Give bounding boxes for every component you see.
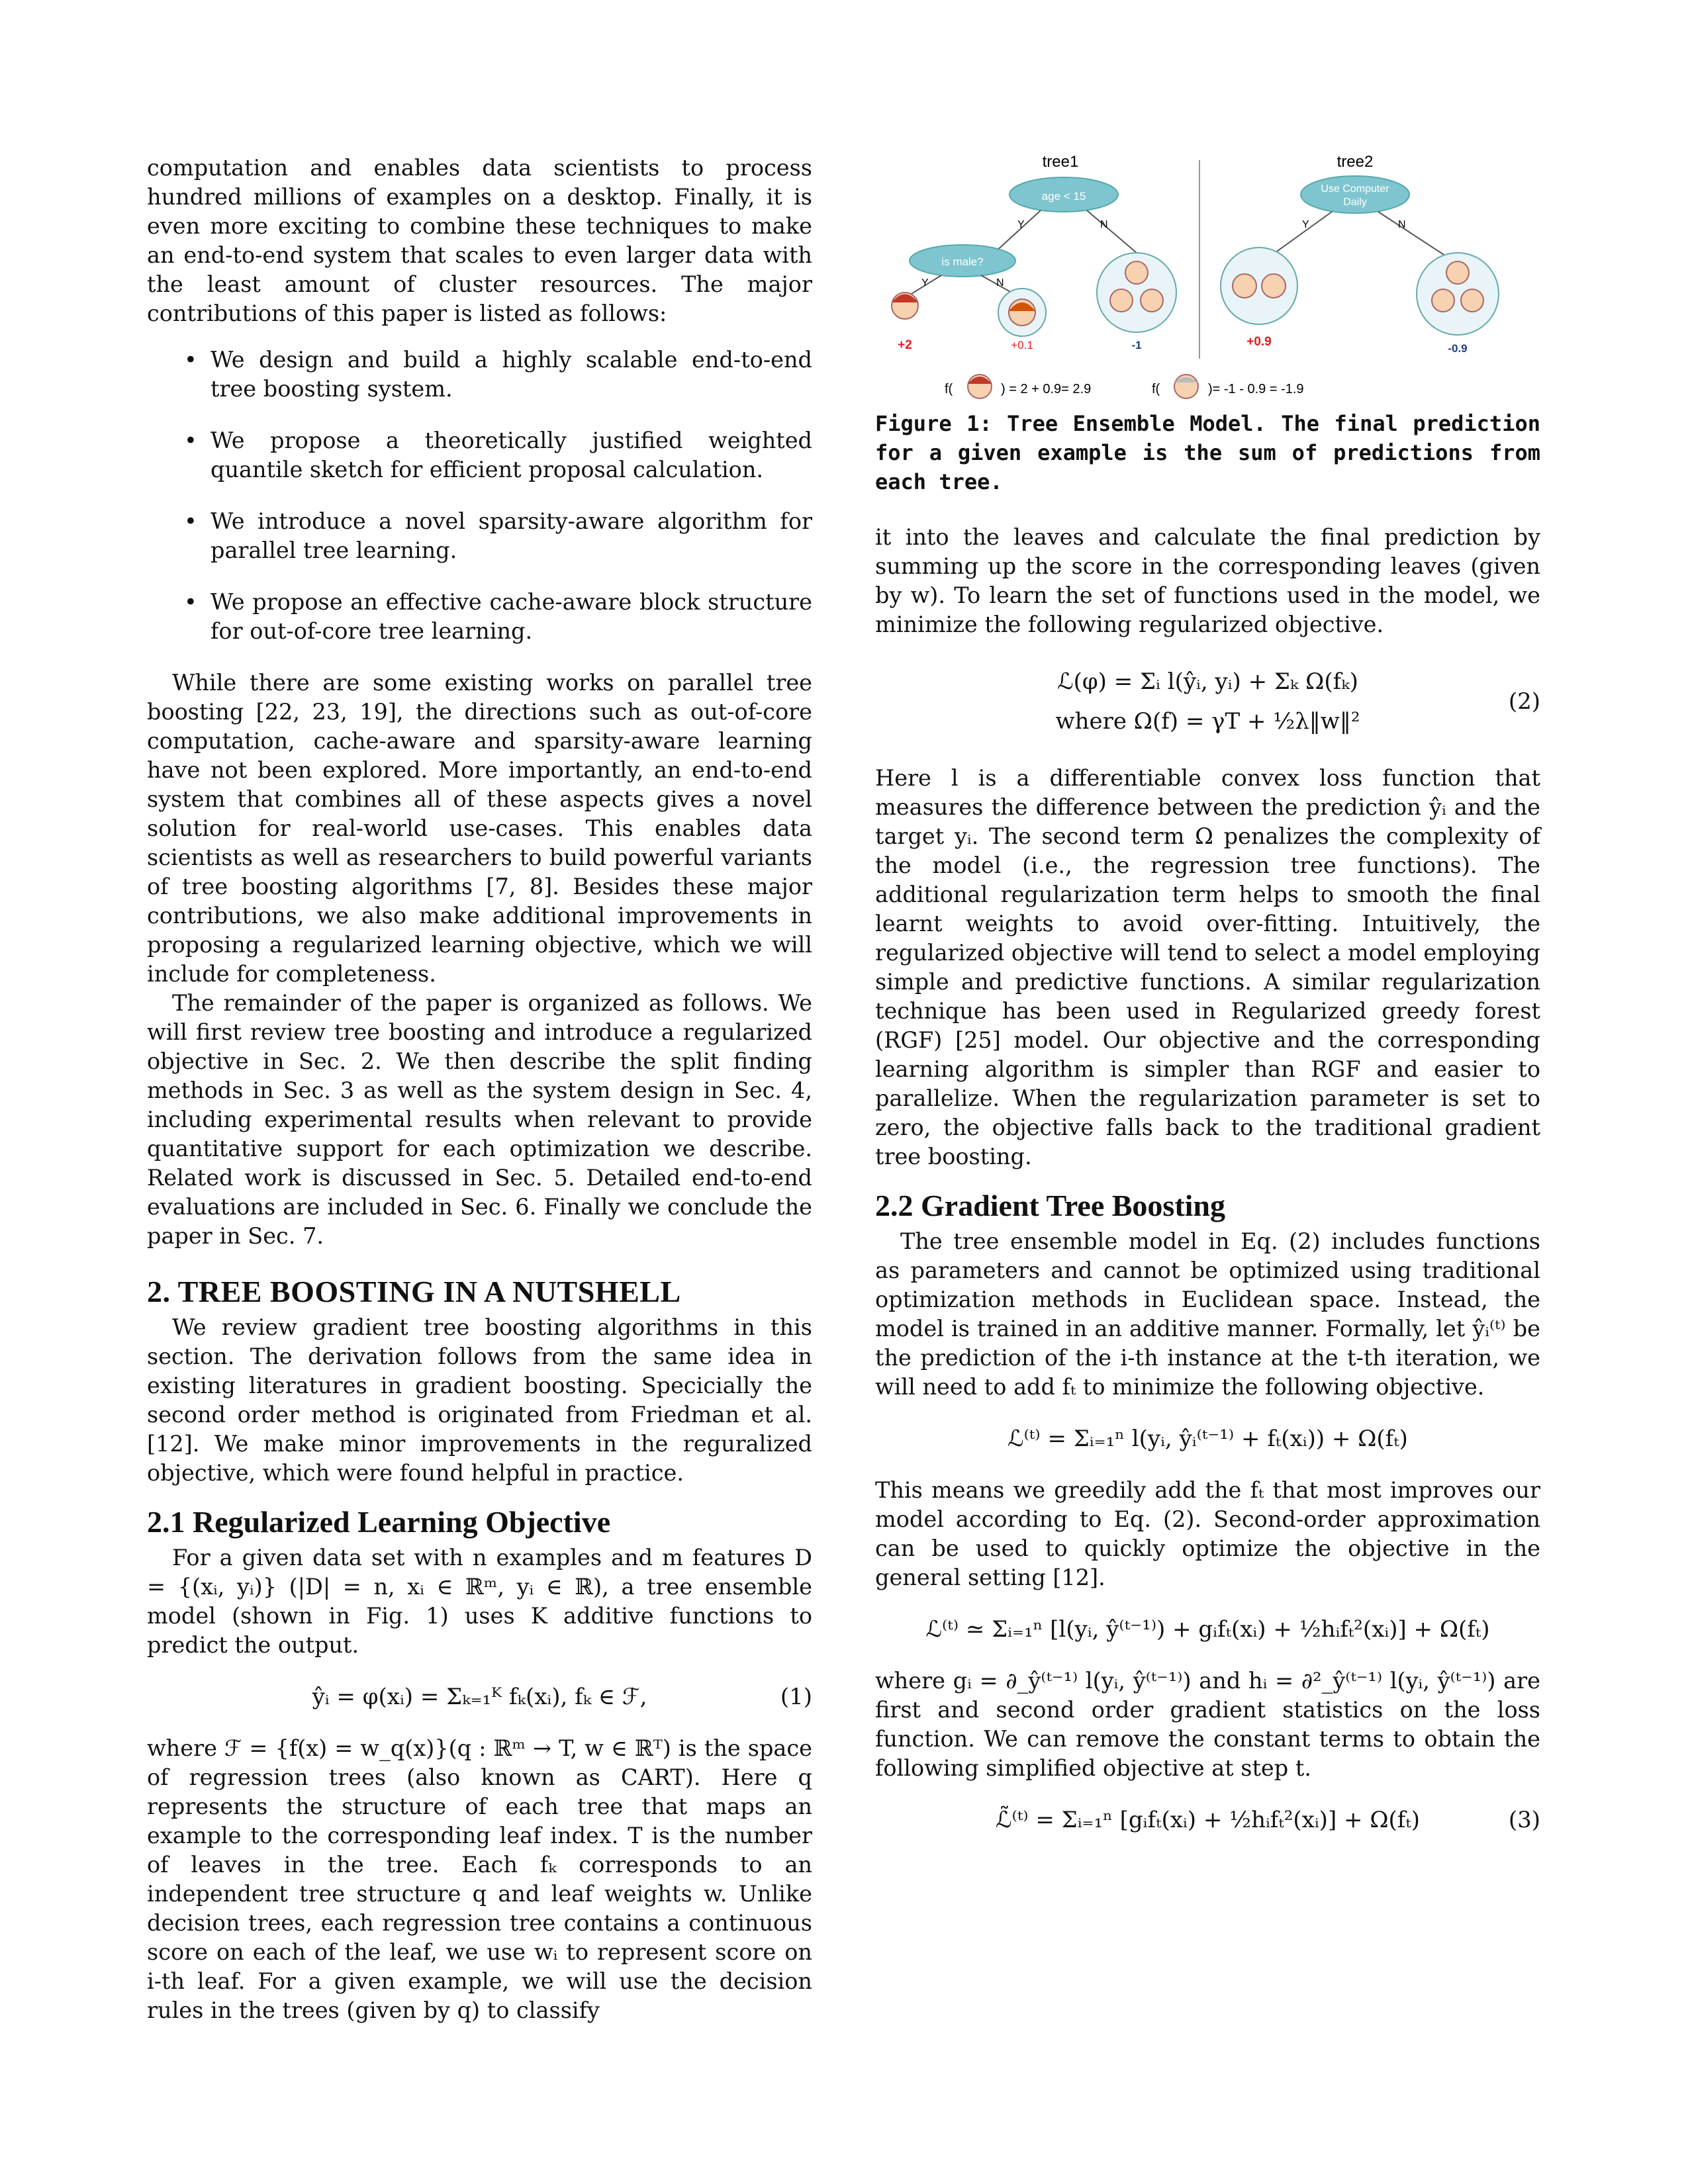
girl-icon [1009,299,1035,326]
leaf-value: -1 [1131,339,1142,351]
edge-label-n: N [1398,219,1406,230]
figure-1-caption: Figure 1: Tree Ensemble Model. The final prediction for a given example is the sum of predictions from each tree. [875,411,1540,494]
edge-label-y: Y [921,277,929,289]
where-paragraph: where ℱ = {f(x) = w_q(x)}(q : ℝᵐ → T, w ∈ ℝᵀ) is the space of regression trees (also known as CART). Here q represents the structure of each tree that maps an example to the corresponding leaf index. T is the number of leaves in the tree. Each fₖ corresponds to an independent tree structure q and leaf weights w. Unlike decision trees, each regression tree contains a continuous score on each of the leaf, we use wᵢ to represent score on i-th leaf. For a given example, we will use the decision rules in the trees (given by q) to classify [147,1735,812,2023]
tree1-label: tree1 [1042,154,1079,171]
section-2-1-heading: 2.1 Regularized Learning Objective [147,1505,611,1539]
remainder-paragraph: The remainder of the paper is organized as follows. We will first review tree boosting and introduce a regularized objective in Sec. 2. We then describe the split finding methods in Sec. 3 as well as the system design in Sec. 4, including experimental results when relevant to provide quantitative support for each optimization we describe. Related work is discussed in Sec. 5. Detailed end-to-end evaluations are included in Sec. 6. Finally we conclude the paper in Sec. 7. [147,990,812,1249]
equation-2-number: (2) [1508,688,1540,715]
tree-ensemble-diagram [875,154,1540,405]
list-item: • We introduce a novel sparsity-aware algorithm for parallel tree learning. [147,507,812,565]
equation-objective-body: ℒ⁽ᵗ⁾ = Σᵢ₌₁ⁿ l(yᵢ, ŷᵢ⁽ᵗ⁻¹⁾ + fₜ(xᵢ)) + Ω(fₜ) [1008,1426,1408,1452]
tree2-label: tree2 [1336,154,1374,171]
list-item: • We design and build a highly scalable end-to-end tree boosting system. [147,345,812,404]
section-2-heading: 2. TREE BOOSTING IN A NUTSHELL [147,1275,681,1308]
equation-approximation [875,1615,1540,1644]
boy-icon [968,375,992,398]
node-computer-label-1: Use Computer [1321,183,1389,195]
equation-2-line-2: where Ω(f) = γT + ½λ‖w‖² [1055,708,1360,735]
leaf-value: -0.9 [1448,342,1468,355]
list-item: • We propose an effective cache-aware block structure for out-of-core tree learning. [147,588,812,646]
edge-label-y: Y [1302,219,1309,230]
equation-2 [875,662,1540,741]
node-age-label: age < 15 [1041,190,1086,203]
leaf-value: +0.9 [1246,335,1272,349]
edge [1087,210,1137,253]
leaf-value: +0.1 [1011,339,1033,351]
intro-paragraph: computation and enables data scientists to process hundred millions of examples on a desktop. Finally, it is even more exciting to combine these techniques to make an end-to-end system that scales to even larger data with the least amount of cluster resources. The major contributions of this paper is listed as follows: [147,155,812,326]
leaf-value: +2 [898,338,912,352]
equation-approximation-body: ℒ⁽ᵗ⁾ ≃ Σᵢ₌₁ⁿ [l(yᵢ, ŷ⁽ᵗ⁻¹⁾) + gᵢfₜ(xᵢ) + ½hᵢfₜ²(xᵢ)] + Ω(fₜ) [925,1616,1490,1643]
edge-label-y: Y [1017,219,1025,230]
leaves-paragraph: it into the leaves and calculate the final prediction by summing up the score in the corresponding leaves (given by w). To learn the set of functions used in the model, we minimize the following regularized objective. [875,524,1540,637]
equation-1 [147,1682,812,1711]
here-paragraph: Here l is a differentiable convex loss function that measures the difference between the prediction ŷᵢ and the target yᵢ. The second term Ω penalizes the complexity of the model (i.e., the regression tree functions). The additional regularization term helps to smooth the final learnt weights to avoid over-fitting. Intuitively, the regularized objective will tend to select a model employing simple and predictive functions. A similar regularization technique has been used in Regularized greedy forest (RGF) [25] model. Our objective and the corresponding learning algorithm is simpler than RGF and easier to parallelize. When the regularization parameter is set to zero, the objective falls back to the traditional gradient tree boosting. [875,765,1540,1169]
equation-3-number: (3) [1508,1807,1540,1833]
edge-label-n: N [1100,219,1108,230]
right-column [875,154,1540,1857]
equation-3 [875,1805,1540,1835]
equation-3-body: ℒ̃⁽ᵗ⁾ = Σᵢ₌₁ⁿ [gᵢfₜ(xᵢ) + ½hᵢfₜ²(xᵢ)] + Ω(fₜ) [995,1807,1421,1833]
equation-1-body: ŷᵢ = φ(xᵢ) = Σₖ₌₁ᴷ fₖ(xᵢ), fₖ ∈ ℱ, [312,1684,647,1710]
list-item: • We propose a theoretically justified weighted quantile sketch for efficient proposal calculation. [147,426,812,484]
gradient-paragraph: where gᵢ = ∂_ŷ⁽ᵗ⁻¹⁾ l(yᵢ, ŷ⁽ᵗ⁻¹⁾) and hᵢ = ∂²_ŷ⁽ᵗ⁻¹⁾ l(yᵢ, ŷ⁽ᵗ⁻¹⁾) are first and second order gradient statistics on the loss function. We can remove the constant terms to obtain the following simplified objective at step t. [875,1668,1540,1781]
edge-label-n: N [996,277,1004,289]
equation-objective [875,1424,1540,1453]
equation-1-number: (1) [780,1684,812,1710]
edge [994,210,1041,253]
f-elder-prefix: f( [1152,382,1160,396]
figure-1 [875,154,1540,396]
boy-icon [892,293,918,319]
f-boy-result: ) = 2 + 0.9= 2.9 [1001,382,1092,396]
dataset-paragraph: For a given data set with n examples and m features D = {(xᵢ, yᵢ)} (|D| = n, xᵢ ∈ ℝᵐ, yᵢ ∈ ℝ), a tree ensemble model (shown in Fig. 1) uses K additive functions to predict the output. [147,1545,812,1658]
existing-works-paragraph: While there are some existing works on parallel tree boosting [22, 23, 19], the directions such as out-of-core computation, cache-aware and sparsity-aware learning have not been explored. More importantly, an end-to-end system that combines all of these aspects gives a novel solution for real-world use-cases. This enables data scientists as well as researchers to build powerful variants of tree boosting algorithms [7, 8]. Besides these major contributions, we also make additional improvements in proposing a regularized learning objective, which we will include for completeness. [147,670,812,987]
node-computer-label-2: Daily [1343,197,1367,208]
review-paragraph: We review gradient tree boosting algorithms in this section. The derivation follows from the same idea in existing literatures in gradient boosting. Specicially the second order method is originated from Friedman et al. [12]. We make minor improvements in the reguralized objective, which were found helpful in practice. [147,1314,812,1486]
equation-2-line-1: ℒ(φ) = Σᵢ l(ŷᵢ, yᵢ) + Σₖ Ω(fₖ) [1057,668,1358,695]
edge [1378,212,1451,259]
f-elder-result: )= -1 - 0.9 = -1.9 [1208,382,1304,396]
node-male-label: is male? [941,255,984,268]
contributions-list [147,345,812,646]
f-boy-prefix: f( [945,382,953,396]
left-column [147,154,812,2025]
grandpa-icon [1174,375,1198,398]
greedy-paragraph: This means we greedily add the fₜ that most improves our model according to Eq. (2). Second-order approximation can be used to quickly optimize the objective in the general setting [12]. [875,1477,1540,1590]
ensemble-paragraph: The tree ensemble model in Eq. (2) includes functions as parameters and cannot be optimized using traditional optimization methods in Euclidean space. Instead, the model is trained in an additive manner. Formally, let ŷᵢ⁽ᵗ⁾ be the prediction of the i-th instance at the t-th iteration, we will need to add fₜ to minimize the following objective. [875,1228,1540,1400]
section-2-2-heading: 2.2 Gradient Tree Boosting [875,1189,1225,1222]
